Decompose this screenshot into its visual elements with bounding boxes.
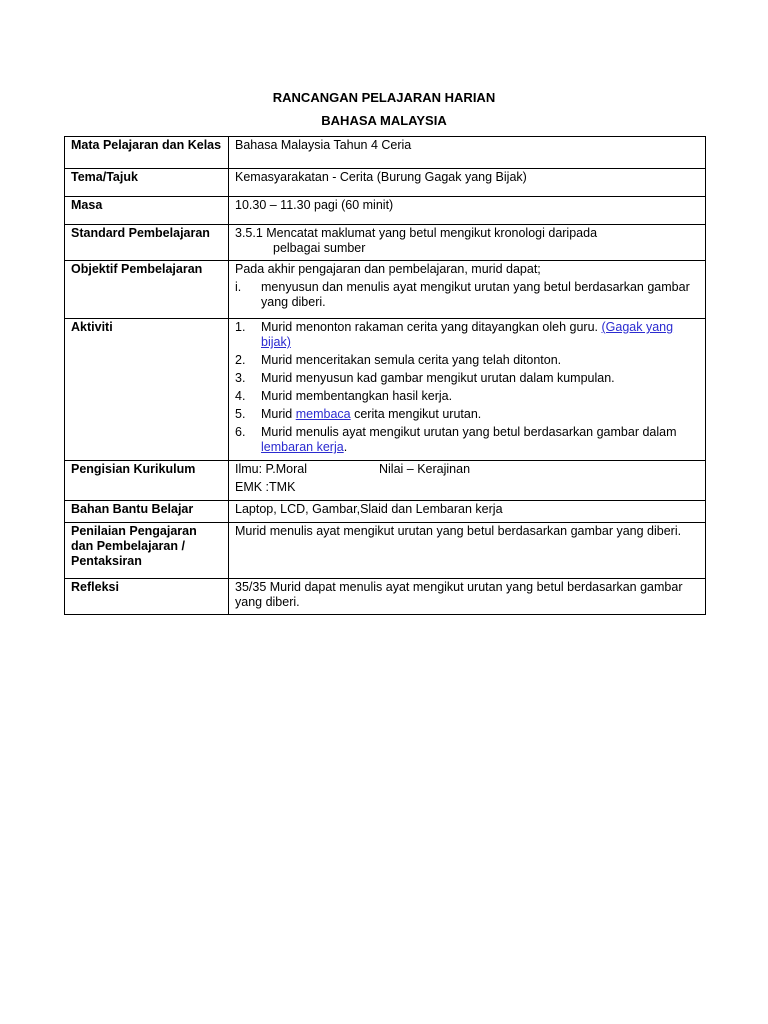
row-label: Refleksi [65, 579, 229, 615]
objective-item-number: i. [235, 280, 242, 294]
table-row [65, 579, 706, 615]
list-item-text-part: Murid [261, 407, 296, 421]
document-title: RANCANGAN PELAJARAN HARIAN [272, 90, 496, 105]
list-item-text: Murid menyusun kad gambar mengikut urutan dalam kumpulan. [261, 371, 615, 385]
list-item-text [261, 425, 699, 455]
row-label: Objektif Pembelajaran [65, 261, 229, 319]
objective-item-text: menyusun dan menulis ayat mengikut urutan yang betul berdasarkan gambar yang diberi. [261, 280, 690, 309]
standard-line-2: pelbagai sumber [273, 241, 366, 255]
list-item-text-part: Murid menonton rakaman cerita yang ditayangkan oleh guru. [261, 320, 602, 334]
list-item [235, 353, 699, 368]
table-row [65, 523, 706, 579]
row-label: Mata Pelajaran dan Kelas [65, 137, 229, 169]
list-item [235, 371, 699, 386]
worksheet-link[interactable]: lembaran kerja [261, 440, 344, 454]
membaca-link[interactable]: membaca [295, 407, 351, 421]
list-item-number: 5. [235, 407, 246, 421]
row-value [229, 319, 706, 461]
row-value: Murid menulis ayat mengikut urutan yang betul berdasarkan gambar yang diberi. [229, 523, 706, 579]
table-row [65, 225, 706, 261]
list-item-text-part: Murid menulis ayat mengikut urutan yang betul berdasarkan gambar dalam [261, 425, 677, 439]
list-item [235, 389, 699, 404]
list-item-number: 3. [235, 371, 246, 385]
standard-line-1: 3.5.1 Mencatat maklumat yang betul mengikut kronologi daripada [235, 226, 598, 240]
table-row [65, 137, 706, 169]
nilai-text: Nilai – Kerajinan [379, 462, 471, 476]
row-label: Aktiviti [65, 319, 229, 461]
row-value: Bahasa Malaysia Tahun 4 Ceria [229, 137, 706, 169]
row-value [229, 461, 706, 501]
document-subject: BAHASA MALAYSIA [321, 113, 447, 128]
list-item-number: 2. [235, 353, 246, 367]
table-row [65, 319, 706, 461]
row-label: Masa [65, 197, 229, 225]
table-row [65, 169, 706, 197]
list-item [235, 425, 699, 455]
table-row [65, 461, 706, 501]
row-label: Standard Pembelajaran [65, 225, 229, 261]
objective-intro: Pada akhir pengajaran dan pembelajaran, murid dapat; [235, 262, 541, 276]
list-item-number: 4. [235, 389, 246, 403]
lesson-plan-table [64, 136, 706, 615]
list-item [235, 407, 699, 422]
list-item-text [261, 407, 699, 422]
table-row [65, 197, 706, 225]
row-label: Bahan Bantu Belajar [65, 501, 229, 523]
list-item [235, 320, 699, 350]
row-label: Tema/Tajuk [65, 169, 229, 197]
list-item-text: Murid membentangkan hasil kerja. [261, 389, 453, 403]
list-item-text: Murid menceritakan semula cerita yang telah ditonton. [261, 353, 562, 367]
table-row [65, 501, 706, 523]
row-value: 10.30 – 11.30 pagi (60 minit) [229, 197, 706, 225]
objective-item [235, 280, 699, 310]
curriculum-line [235, 462, 699, 477]
emk-text: EMK :TMK [235, 480, 296, 494]
list-item-text-part: . [343, 440, 348, 454]
video-link[interactable]: (Gagak yang bijak) [261, 320, 674, 349]
row-value [229, 225, 706, 261]
row-value: 35/35 Murid dapat menulis ayat mengikut urutan yang betul berdasarkan gambar yang diberi. [229, 579, 706, 615]
ilmu-text: Ilmu: P.Moral [235, 462, 308, 476]
list-item-number: 6. [235, 425, 246, 439]
row-value: Laptop, LCD, Gambar,Slaid dan Lembaran kerja [229, 501, 706, 523]
table-row [65, 261, 706, 319]
list-item-text [261, 320, 699, 350]
list-item-text-part: cerita mengikut urutan. [350, 407, 482, 421]
row-label: Pengisian Kurikulum [65, 461, 229, 501]
row-value [229, 261, 706, 319]
row-value: Kemasyarakatan - Cerita (Burung Gagak yang Bijak) [229, 169, 706, 197]
row-label: Penilaian Pengajaran dan Pembelajaran / Pentaksiran [65, 523, 229, 579]
activity-list [235, 320, 699, 455]
list-item-number: 1. [235, 320, 246, 334]
